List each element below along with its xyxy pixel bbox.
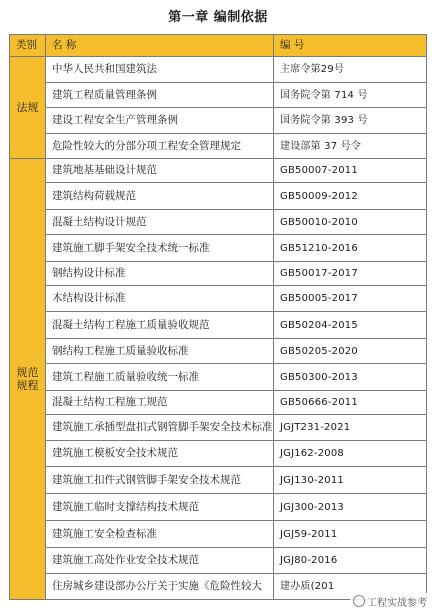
doc-code-cell: GB50010-2010: [274, 210, 427, 235]
table-row: [10, 521, 427, 548]
doc-name-cell: 混凝土结构工程施工规范: [46, 391, 274, 415]
doc-code-cell: 国务院令第 393 号: [274, 108, 427, 134]
doc-code-cell: JGJ162-2008: [274, 441, 427, 467]
doc-code-cell: GB50666-2011: [274, 391, 427, 415]
table-row: [10, 159, 427, 183]
doc-name-cell: 建筑施工安全检查标准: [46, 521, 274, 548]
doc-name-cell: 中华人民共和国建筑法: [46, 57, 274, 83]
wechat-icon: [353, 595, 365, 607]
doc-name-cell: 建筑施工高处作业安全技术规范: [46, 548, 274, 574]
doc-code-cell: 国务院令第 714 号: [274, 83, 427, 108]
table-row: [10, 183, 427, 210]
doc-code-cell: JGJ80-2016: [274, 548, 427, 574]
table-row: [10, 108, 427, 134]
watermark: [350, 593, 430, 610]
doc-code-cell: GB50009-2012: [274, 183, 427, 210]
doc-name-cell: 建筑施工扣件式钢管脚手架安全技术规范: [46, 467, 274, 494]
watermark-text: 工程实战参考: [367, 598, 427, 609]
table-row: [10, 467, 427, 494]
doc-name-cell: 建筑结构荷载规范: [46, 183, 274, 210]
doc-code-cell: GB50017-2017: [274, 262, 427, 286]
category-cell: 法规: [10, 57, 46, 159]
doc-name-cell: 建设工程安全生产管理条例: [46, 108, 274, 134]
table-row: [10, 391, 427, 415]
table-row: [10, 339, 427, 364]
table-body: [10, 57, 427, 600]
table-row: [10, 262, 427, 286]
header-code: 编 号: [274, 35, 427, 57]
doc-name-cell: 混凝土结构设计规范: [46, 210, 274, 235]
table-header: [10, 35, 427, 57]
doc-name-cell: 木结构设计标准: [46, 286, 274, 312]
doc-code-cell: JGJT231-2021: [274, 415, 427, 441]
table-row: [10, 57, 427, 83]
doc-code-cell: JGJ300-2013: [274, 494, 427, 521]
doc-code-cell: GB50007-2011: [274, 159, 427, 183]
doc-name-cell: 建筑施工承插型盘扣式钢管脚手架安全技术标准: [46, 415, 274, 441]
doc-name-cell: 建筑施工临时支撑结构技术规范: [46, 494, 274, 521]
doc-code-cell: GB50204-2015: [274, 312, 427, 339]
table-row: [10, 134, 427, 159]
doc-name-cell: 钢结构设计标准: [46, 262, 274, 286]
table-row: [10, 415, 427, 441]
doc-name-cell: 建筑施工模板安全技术规范: [46, 441, 274, 467]
doc-code-cell: JGJ130-2011: [274, 467, 427, 494]
doc-name-cell: 建筑工程质量管理条例: [46, 83, 274, 108]
table-row: [10, 312, 427, 339]
doc-name-cell: 住房城乡建设部办公厅关于实施《危险性较大: [46, 574, 274, 600]
table-row: [10, 364, 427, 391]
table-row: [10, 235, 427, 262]
header-name: 名 称: [46, 35, 274, 57]
doc-code-cell: GB50205-2020: [274, 339, 427, 364]
table-row: [10, 441, 427, 467]
doc-name-cell: 建筑地基基础设计规范: [46, 159, 274, 183]
doc-code-cell: GB50005-2017: [274, 286, 427, 312]
doc-code-cell: GB50300-2013: [274, 364, 427, 391]
table-row: [10, 286, 427, 312]
doc-name-cell: 危险性较大的分部分项工程安全管理规定: [46, 134, 274, 159]
header-category: 类别: [10, 35, 46, 57]
doc-code-cell: GB51210-2016: [274, 235, 427, 262]
page-title: 第一章 编制依据: [168, 10, 268, 25]
table-row: [10, 210, 427, 235]
doc-name-cell: 混凝土结构工程施工质量验收规范: [46, 312, 274, 339]
doc-name-cell: 建筑工程施工质量验收统一标准: [46, 364, 274, 391]
doc-name-cell: 钢结构工程施工质量验收标准: [46, 339, 274, 364]
doc-code-cell: 建设部第 37 号令: [274, 134, 427, 159]
table-row: [10, 494, 427, 521]
doc-code-cell: 建办质(201: [274, 574, 427, 600]
basis-table: [9, 34, 427, 600]
doc-code-cell: 主席令第29号: [274, 57, 427, 83]
table-row: [10, 548, 427, 574]
doc-code-cell: JGJ59-2011: [274, 521, 427, 548]
table-row: [10, 83, 427, 108]
doc-name-cell: 建筑施工脚手架安全技术统一标准: [46, 235, 274, 262]
category-cell: 规范 规程: [10, 159, 46, 600]
